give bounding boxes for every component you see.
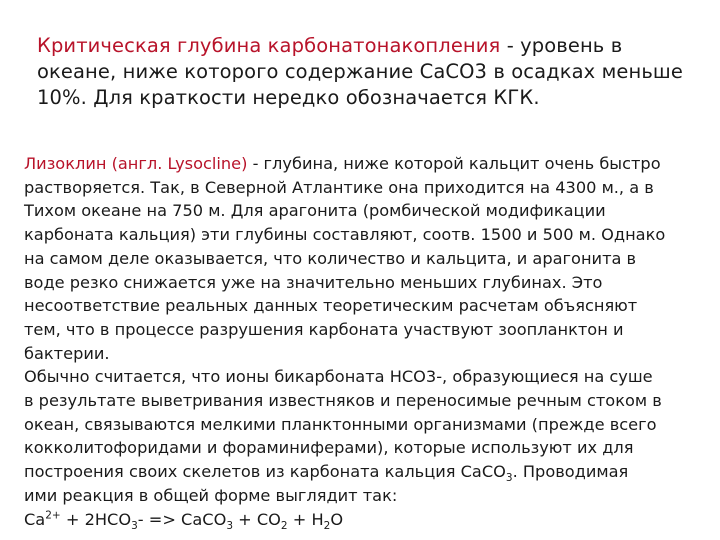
bicarbonate-paragraph	[24, 365, 704, 531]
lysocline-line: бактерии.	[24, 343, 110, 363]
critical-depth-term: Критическая глубина карбонатонакопления	[37, 34, 501, 57]
lysocline-line-1-rest: - глубина, ниже которой кальцит очень быстро	[247, 154, 661, 173]
eq-part-5: + H	[287, 509, 324, 529]
lysocline-paragraph	[24, 152, 704, 365]
definition-line-1-rest: - уровень в	[500, 34, 623, 57]
caco3-subscript: 3	[505, 472, 513, 485]
eq-part-4: + CO	[233, 509, 281, 529]
eq-co-sub: 2	[280, 519, 288, 532]
bicarbonate-line: Обычно считается, что ионы бикарбоната HCO3-, образующиеся на суше	[24, 367, 653, 387]
bicarbonate-line-5-end: . Проводимая	[512, 462, 629, 482]
eq-h-sub: 2	[323, 519, 331, 532]
lysocline-line: тем, что в процессе разрушения карбоната участвуют зоопланктон и	[24, 319, 624, 339]
lysocline-line-1	[24, 152, 704, 176]
body-text	[24, 152, 704, 531]
eq-ca: Ca	[24, 509, 46, 529]
eq-part-6: O	[330, 509, 344, 529]
bicarbonate-line: в результате выветривания известняков и переносимые речным стоком в	[24, 391, 662, 411]
bicarbonate-line-5	[24, 460, 704, 484]
lysocline-line: на самом деле оказывается, что количество и кальцита, и арагонита в	[24, 248, 637, 268]
lysocline-line: Тихом океане на 750 м. Для арагонита (ромбической модификации	[24, 201, 606, 221]
eq-part-2: + 2HCO	[60, 509, 132, 529]
definition-line-3: 10%. Для краткости нередко обозначается КГК.	[37, 86, 540, 109]
eq-ca-charge: 2+	[45, 509, 61, 522]
eq-hco-sub: 3	[131, 519, 138, 532]
bicarbonate-line-6: ими реакция в общей форме выглядит так:	[24, 485, 398, 505]
bicarbonate-line: океан, связываются мелкими планктонными организмами (прежде всего	[24, 414, 657, 434]
critical-depth-definition	[37, 33, 697, 111]
definition-line-1	[37, 33, 697, 59]
reaction-equation	[24, 508, 704, 532]
bicarbonate-line-5-start: построения своих скелетов из карбоната кальция CaCO	[24, 462, 506, 482]
lysocline-line: несоответствие реальных данных теоретическим расчетам объясняют	[24, 296, 638, 316]
lysocline-line: карбоната кальция) эти глубины составляют, соотв. 1500 и 500 м. Однако	[24, 225, 666, 245]
lysocline-term: Лизоклин (англ. Lysocline)	[24, 154, 248, 173]
bicarbonate-line: кокколитофоридами и фораминиферами), которые используют их для	[24, 438, 634, 458]
lysocline-line: растворяется. Так, в Северной Атлантике она приходится на 4300 м., а в	[24, 177, 654, 197]
definition-line-2: океане, ниже которого содержание CaCO3 в осадках меньше	[37, 60, 683, 83]
eq-caco-sub: 3	[226, 519, 233, 532]
lysocline-line: воде резко снижается уже на значительно меньших глубинах. Это	[24, 272, 603, 292]
eq-part-3: - => CaCO	[137, 509, 227, 529]
